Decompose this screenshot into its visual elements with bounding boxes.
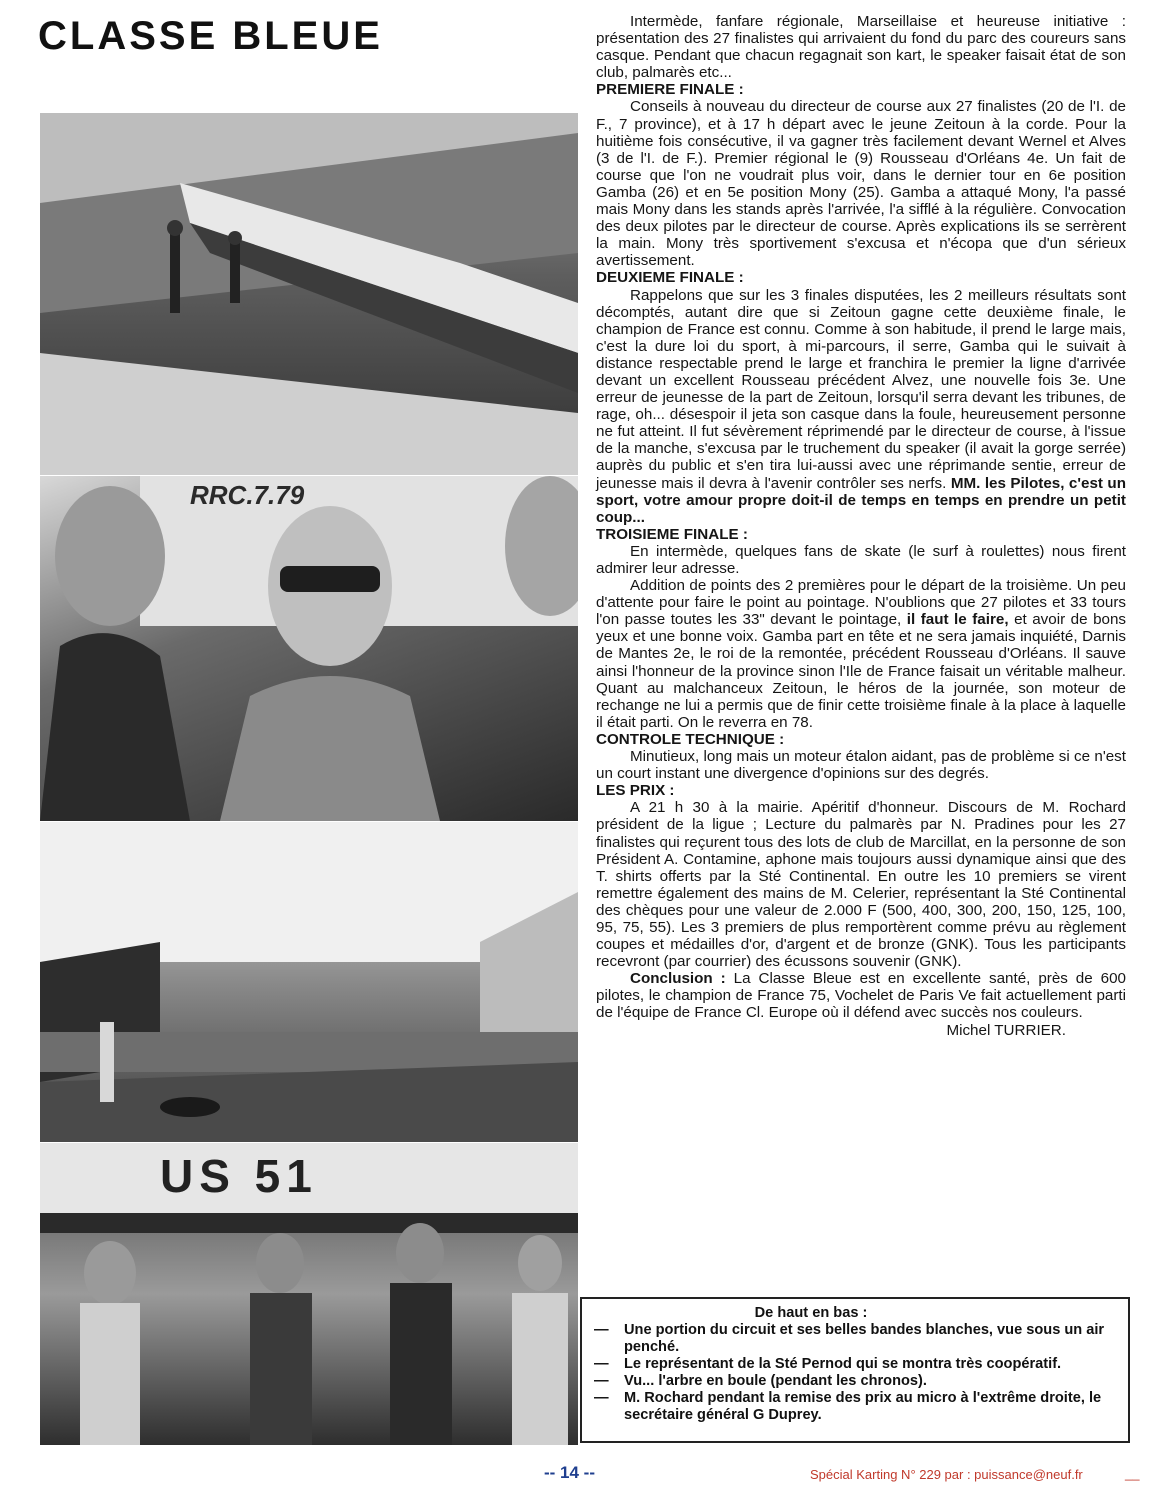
article-title: CLASSE BLEUE: [38, 14, 383, 58]
caption-heading: De haut en bas :: [754, 1305, 868, 1321]
caption-item: — Une portion du circuit et ses belles bandes blanches, vue sous un air penché.: [594, 1322, 1105, 1355]
caption-item: — M. Rochard pendant la remise des prix au micro à l'extrême droite, le secrétaire général G Duprey.: [594, 1390, 1102, 1423]
caption-text: M. Rochard pendant la remise des prix au micro à l'extrême droite, le secrétaire général G Duprey.: [624, 1390, 1102, 1423]
intro-paragraph: Intermède, fanfare régionale, Marseillaise et heureuse initiative : présentation des 27 finalistes qui arrivaient du fond du parc des coureurs sans casque. Pendant que chacun regagnait son kart, le speaker faisait état de son club, palmarès etc...: [596, 13, 1126, 82]
photo-caption-box: [580, 1297, 1130, 1443]
author-signature: Michel TURRIER.: [946, 1021, 1066, 1039]
troisieme-text-c: et avoir de bons yeux et une bonne voix. Gamba part en tête et ne sera jamais inquiété, Darnis de Mantes 2e, le roi de la remontée, précédent Rousseau d'Orléans. Il sauve ainsi l'honneur de la province sinon l'Ile de France faisait un véritable malheur. Quant au malchanceux Zeitoun, le héros de la journée, son moteur de rechange ne lui a permis que de finir cette troisième finale à la place à laquelle il était parti. On le reverra en 78.: [596, 611, 1126, 731]
troisieme-finale-paragraph-1: En intermède, quelques fans de skate (le surf à roulettes) nous firent admirer leur adresse.: [596, 542, 1126, 577]
caption-text: Une portion du circuit et ses belles bandes blanches, vue sous un air penché.: [624, 1322, 1105, 1355]
pilots-exhortation: MM. les Pilotes, c'est un sport, votre amour propre doit-il de temps en temps en prendre un petit coup...: [596, 474, 1126, 526]
caption-text: Le représentant de la Sté Pernod qui se montra très coopératif.: [624, 1356, 1062, 1372]
troisieme-text-bold: il faut le faire,: [906, 611, 1009, 629]
premiere-finale-paragraph: Conseils à nouveau du directeur de course aux 27 finalistes (20 de l'I. de F., 7 province), et à 17 h départ avec le jeune Zeitoun à la corde. Pour la huitième fois consécutive, il va gagner très facilement devant Wernel et Alves (3 de l'I. de F.). Premier régional le (9) Rousseau d'Orléans 4e. Un fait de course que l'on ne voudrait plus voir, dans le dernier tour en 6e position Gamba (26) et en 5e position Mony (25). Gamba a attaqué Mony, l'a passé mais Mony dans les stands après l'arrivée, l'a sifflé à la régulière. Convocation des deux pilotes par le directeur de course. Après explications ils se serrèrent la main. Mony très sportivement s'excusa et n'écopa que d'un sérieux avertissement.: [596, 98, 1126, 270]
section-heading-premiere-finale: PREMIERE FINALE :: [596, 81, 744, 99]
credit-underscore: __: [1125, 1466, 1140, 1481]
caption-text: Vu... l'arbre en boule (pendant les chronos).: [624, 1373, 927, 1389]
page-number: -- 14 --: [544, 1463, 595, 1482]
van-lettering: RRC.7.79: [190, 480, 305, 510]
troisieme-text-a: Addition de points des 2 premières pour le départ de la troisième. Un peu d'attente pour faire le point au pointage. N'oublions que 27 pilotes et 33 tours l'on passe toutes les 33" devant le pointage,: [596, 577, 1126, 629]
section-heading-controle-technique: CONTROLE TECHNIQUE :: [596, 730, 785, 748]
section-heading-les-prix: LES PRIX :: [596, 782, 675, 800]
deuxieme-finale-text: Rappelons que sur les 3 finales disputées, les 2 meilleurs résultats sont décomptés, autant dire que si Zeitoun gagne cette deuxième finale, le champion de France est connu. Comme à son habitude, il prend le large mais, c'est la dure loi du sport, à mi-parcours, il serre, Gamba qui le suivait à distance respectable prend le large et franchira le premier la ligne d'arrivée devant un excellent Rousseau précédent Alvez, une nouvelle fois 3e. Une erreur de jeunesse de la part de Zeitoun, lorsqu'il serra devant les tribunes, de rage, oh... désespoir il jeta son casque dans la foule, heureusement personne ne fut atteint. Il fut sévèrement réprimendé par le directeur de course, à l'issue de la manche, s'excusa par le truchement du speaker (il avait la gorge serrée) auprès du public et s'en tira lui-aussi avec une réprimande sentie, erreur de jeunesse mais il devra à l'avenir contrôler ses nerfs.: [596, 286, 1126, 492]
deuxieme-finale-paragraph: [596, 287, 1126, 526]
credit-line: Spécial Karting N° 229 par : puissance@neuf.fr: [810, 1467, 1083, 1482]
section-heading-deuxieme-finale: DEUXIEME FINALE :: [596, 269, 744, 287]
troisieme-finale-paragraph-2: [596, 577, 1126, 731]
banner-lettering: US 51: [160, 1150, 318, 1202]
caption-item: — Vu... l'arbre en boule (pendant les chronos).: [594, 1373, 927, 1389]
conclusion-text: La Classe Bleue est en excellente santé, près de 600 pilotes, le champion de France 75, Vochelet de Paris Ve fait actuellement parti de l'équipe de France Cl. Europe où il défend avec succès nos couleurs.: [596, 970, 1126, 1022]
section-heading-troisieme-finale: TROISIEME FINALE :: [596, 525, 748, 543]
caption-item: — Le représentant de la Sté Pernod qui se montra très coopératif.: [594, 1356, 1062, 1372]
caption-list: [594, 1322, 1118, 1424]
prize-ceremony-photo: [40, 1143, 578, 1445]
race-crowd-photo: [40, 822, 578, 1142]
circuit-photo: [40, 113, 578, 475]
pernod-representative-photo: [40, 476, 578, 821]
article-body: [596, 13, 1126, 1039]
controle-technique-paragraph: Minutieux, long mais un moteur étalon aidant, pas de problème si ce n'est un court instant une divergence d'opinions sur des degrés.: [596, 748, 1126, 783]
conclusion-paragraph: [596, 970, 1126, 1021]
conclusion-label: Conclusion :: [630, 970, 726, 988]
les-prix-paragraph: A 21 h 30 à la mairie. Apéritif d'honneur. Discours de M. Rochard président de la ligue ; Lecture du palmarès par N. Pradines pour les 27 finalistes qui reçurent tous des lots de club de Marcillat, en la personne de son Président A. Contamine, aphone mais toujours aussi dynamique ainsi que des T. shirts offerts par la Sté Continental. En outre les 10 premiers se virent remettre également des mains de M. Celerier, représentant la Sté Continental des chèques pour une valeur de 2.000 F (500, 400, 300, 200, 150, 125, 100, 95, 75, 55). Les 3 premiers de plus remportèrent comme prévu au règlement coupes et médailles d'or, d'argent et de bronze (GNK). Tous les participants recevront (par courrier) des écussons souvenir (GNK).: [596, 799, 1126, 971]
